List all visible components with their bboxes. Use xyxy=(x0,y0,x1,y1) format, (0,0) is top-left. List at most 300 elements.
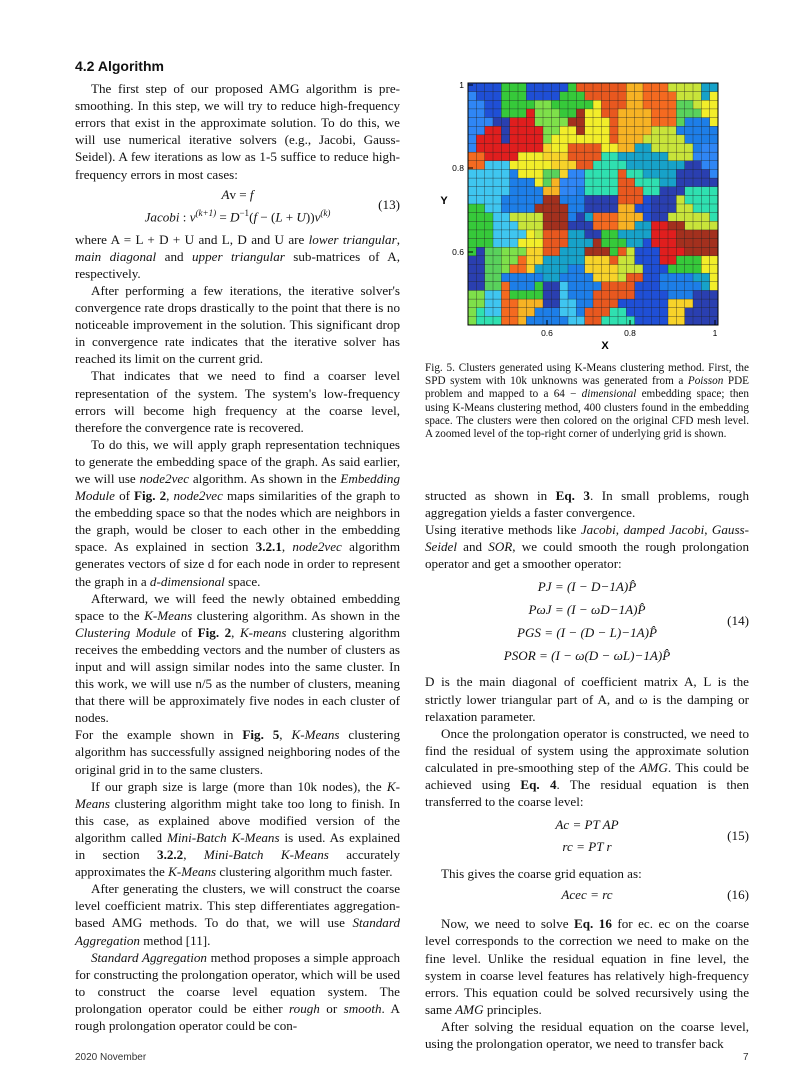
paragraph-standard-aggregation: Standard Aggregation method proposes a simple approach for constructing the prolongation operator, which will be used to construct the coarse level equation system. The prolongation operator could be either rough or smooth. A rough prolongation operator could be con- xyxy=(75,949,400,1033)
cluster-cell xyxy=(468,239,477,248)
cluster-cell xyxy=(510,299,519,308)
cluster-cell xyxy=(710,100,719,109)
paragraph-residual: Once the prolongation operator is constructed, we need to find the residual of system using the approximate solution calculated in pre-smoothing step of the AMG. This could be achieved using Eq. 4. The residual equation is then transferred to the coarse level: xyxy=(425,725,750,810)
cluster-cell xyxy=(510,187,519,196)
cluster-cell xyxy=(518,92,527,101)
cluster-cell xyxy=(576,109,585,118)
cluster-cell xyxy=(610,144,619,153)
cluster-cell xyxy=(626,144,635,153)
cluster-cell xyxy=(551,221,560,230)
cluster-cell xyxy=(685,316,694,325)
cluster-cell xyxy=(701,213,710,222)
y-tick-label: 0.8 xyxy=(452,163,464,173)
cluster-cell xyxy=(543,92,552,101)
cluster-cell xyxy=(618,187,627,196)
cluster-cell xyxy=(668,316,677,325)
cluster-cell xyxy=(701,135,710,144)
cluster-cell xyxy=(701,316,710,325)
cluster-cell xyxy=(510,126,519,135)
cluster-cell xyxy=(676,161,685,170)
cluster-cell xyxy=(626,135,635,144)
cluster-cell xyxy=(676,204,685,213)
cluster-cell xyxy=(543,265,552,274)
cluster-cell xyxy=(560,256,569,265)
cluster-cell xyxy=(543,169,552,178)
cluster-cell xyxy=(535,178,544,187)
cluster-cell xyxy=(651,126,660,135)
cluster-cell xyxy=(576,213,585,222)
cluster-cell xyxy=(576,161,585,170)
cluster-cell xyxy=(701,273,710,282)
cluster-cell xyxy=(618,290,627,299)
cluster-cell xyxy=(485,126,494,135)
cluster-cell xyxy=(643,83,652,92)
cluster-cell xyxy=(526,195,535,204)
cluster-cell xyxy=(585,152,594,161)
cluster-cell xyxy=(593,152,602,161)
cluster-cell xyxy=(643,161,652,170)
cluster-cell xyxy=(560,230,569,239)
cluster-cell xyxy=(601,290,610,299)
cluster-cell xyxy=(501,144,510,153)
cluster-cell xyxy=(618,161,627,170)
cluster-cell xyxy=(660,299,669,308)
cluster-cell xyxy=(593,316,602,325)
cluster-cell xyxy=(593,299,602,308)
cluster-cell xyxy=(501,221,510,230)
cluster-cell xyxy=(543,118,552,127)
cluster-cell xyxy=(601,109,610,118)
equation-13-line-1: Av = f xyxy=(221,186,254,202)
cluster-cell xyxy=(693,169,702,178)
x-tick-label: 0.8 xyxy=(624,328,636,338)
cluster-cell xyxy=(585,230,594,239)
cluster-cell xyxy=(468,135,477,144)
cluster-cell xyxy=(501,213,510,222)
equation-16-line: Acec = rc xyxy=(561,887,613,903)
cluster-cell xyxy=(635,100,644,109)
cluster-cell xyxy=(610,187,619,196)
cluster-cell xyxy=(635,204,644,213)
cluster-cell xyxy=(635,247,644,256)
cluster-cell xyxy=(701,126,710,135)
cluster-cell xyxy=(535,256,544,265)
cluster-cell xyxy=(685,187,694,196)
cluster-cell xyxy=(468,221,477,230)
cluster-cell xyxy=(685,256,694,265)
cluster-cell xyxy=(601,187,610,196)
cluster-cell xyxy=(701,239,710,248)
cluster-cell xyxy=(543,282,552,291)
cluster-cell xyxy=(601,152,610,161)
cluster-cell xyxy=(560,126,569,135)
cluster-cell xyxy=(543,239,552,248)
cluster-cell xyxy=(610,204,619,213)
cluster-cell xyxy=(476,178,485,187)
equation-15-line-1: Ac = PT AP xyxy=(555,817,619,833)
cluster-cell xyxy=(643,169,652,178)
cluster-cell xyxy=(551,100,560,109)
cluster-cell xyxy=(626,239,635,248)
cluster-cell xyxy=(526,83,535,92)
cluster-cell xyxy=(576,256,585,265)
cluster-cell xyxy=(660,221,669,230)
cluster-cell xyxy=(701,161,710,170)
cluster-cell xyxy=(476,290,485,299)
cluster-cell xyxy=(493,92,502,101)
cluster-cell xyxy=(518,109,527,118)
cluster-cell xyxy=(510,308,519,317)
cluster-cell xyxy=(585,316,594,325)
cluster-cell xyxy=(510,152,519,161)
cluster-cell xyxy=(668,247,677,256)
cluster-cell xyxy=(643,308,652,317)
cluster-cell xyxy=(501,109,510,118)
cluster-cell xyxy=(610,169,619,178)
cluster-cell xyxy=(501,290,510,299)
cluster-cell xyxy=(685,135,694,144)
cluster-cell xyxy=(710,187,719,196)
cluster-cell xyxy=(618,195,627,204)
cluster-cell xyxy=(601,178,610,187)
cluster-cell xyxy=(685,213,694,222)
cluster-cell xyxy=(635,92,644,101)
cluster-cell xyxy=(668,273,677,282)
cluster-cell xyxy=(618,152,627,161)
cluster-cell xyxy=(551,126,560,135)
equation-14-line-2: PωJ = (I − ωD−1A)P̂ xyxy=(528,602,646,618)
cluster-cell xyxy=(501,169,510,178)
cluster-cell xyxy=(618,308,627,317)
y-tick-label: 0.6 xyxy=(452,247,464,257)
cluster-cell xyxy=(701,100,710,109)
cluster-cell xyxy=(593,221,602,230)
cluster-cell xyxy=(585,282,594,291)
cluster-cell xyxy=(660,247,669,256)
cluster-cell xyxy=(560,178,569,187)
cluster-cell xyxy=(585,195,594,204)
cluster-cell xyxy=(618,100,627,109)
cluster-cell xyxy=(676,152,685,161)
paragraph-coarse-matrix: After generating the clusters, we will construct the coarse level coefficient matrix. This step differentiates aggregation-based AMG methods. To do that, we will use Standard Aggregation method [11]. xyxy=(75,881,400,948)
cluster-cell xyxy=(643,213,652,222)
cluster-cell xyxy=(585,308,594,317)
cluster-cell xyxy=(585,213,594,222)
cluster-cell xyxy=(585,100,594,109)
cluster-cell xyxy=(568,230,577,239)
cluster-cell xyxy=(560,290,569,299)
cluster-cell xyxy=(518,230,527,239)
cluster-cell xyxy=(701,230,710,239)
cluster-cell xyxy=(701,187,710,196)
paragraph-node2vec: To do this, we will apply graph representation techniques to generate the embedding space of the graph. As said earlier, we will use node2vec algorithm. As shown in the Embedding Module of Fig. 2, node2vec maps similarities of the graph to the embedding space so that the nodes which are neighbors in the graph, would be closer to each other in the embedding space. As explained in section 3.2.1, node2vec algorithm generates vectors of size d for each node in order to represent the graph in a d-dimensional space. xyxy=(75,436,401,589)
cluster-cell xyxy=(626,118,635,127)
cluster-cell xyxy=(476,118,485,127)
cluster-cell xyxy=(518,308,527,317)
equation-14-line-1: PJ = (I − D−1A)P̂ xyxy=(537,579,637,595)
paragraph-rough-aggregation: structed as shown in Eq. 3. In small problems, rough aggregation yields a faster convergence. xyxy=(425,488,750,521)
cluster-cell xyxy=(501,265,510,274)
cluster-cell xyxy=(568,256,577,265)
cluster-cell xyxy=(510,109,519,118)
cluster-cell xyxy=(585,290,594,299)
cluster-cell xyxy=(526,282,535,291)
cluster-cell xyxy=(593,178,602,187)
cluster-cell xyxy=(660,187,669,196)
cluster-cell xyxy=(510,273,519,282)
cluster-cell xyxy=(593,273,602,282)
cluster-cell xyxy=(601,195,610,204)
cluster-cell xyxy=(518,247,527,256)
cluster-cell xyxy=(651,230,660,239)
cluster-cell xyxy=(476,247,485,256)
cluster-cell xyxy=(543,308,552,317)
cluster-cell xyxy=(626,299,635,308)
cluster-cell xyxy=(651,118,660,127)
cluster-cell xyxy=(651,187,660,196)
cluster-cell xyxy=(485,135,494,144)
cluster-cell xyxy=(501,187,510,196)
cluster-cell xyxy=(635,316,644,325)
cluster-cell xyxy=(651,273,660,282)
paragraph-kmeans: Afterward, we will feed the newly obtained embedding space to the K-Means clustering algorithm. As shown in the Clustering Module of Fig. 2, K-means clustering algorithm receives the embedding vectors and the number of clusters as input and will assign similar nodes into the same cluster. In this work, we will use n/5 as the number of clusters, meaning that there will be approximately five nodes in each cluster of nodes. xyxy=(75,590,401,726)
cluster-cell xyxy=(601,299,610,308)
cluster-cell xyxy=(660,282,669,291)
paragraph-fig5-example: For the example shown in Fig. 5, K-Means clustering algorithm has successfully assigned neighboring nodes of the original grid in to the same clusters. xyxy=(75,727,401,777)
equation-13-number: (13) xyxy=(378,196,400,212)
cluster-cell xyxy=(585,187,594,196)
cluster-cell xyxy=(660,161,669,170)
cluster-cell xyxy=(568,247,577,256)
cluster-cell xyxy=(685,161,694,170)
x-tick-label: 1 xyxy=(712,328,718,338)
cluster-cell xyxy=(710,221,719,230)
cluster-cell xyxy=(660,239,669,248)
cluster-cell xyxy=(493,100,502,109)
cluster-cell xyxy=(710,83,719,92)
cluster-cell xyxy=(693,178,702,187)
cluster-cell xyxy=(551,273,560,282)
footer-page-number: 7 xyxy=(743,1052,749,1063)
cluster-cell xyxy=(593,204,602,213)
cluster-cell xyxy=(560,316,569,325)
cluster-cell xyxy=(518,256,527,265)
cluster-cell xyxy=(685,144,694,153)
cluster-cell xyxy=(568,299,577,308)
cluster-cell xyxy=(643,299,652,308)
cluster-cell xyxy=(535,135,544,144)
cluster-cell xyxy=(643,100,652,109)
cluster-cell xyxy=(485,299,494,308)
cluster-cell xyxy=(643,290,652,299)
cluster-cell xyxy=(576,230,585,239)
figure-5 xyxy=(440,75,740,350)
cluster-cell xyxy=(551,239,560,248)
cluster-cell xyxy=(618,126,627,135)
cluster-cell xyxy=(693,239,702,248)
cluster-cell xyxy=(543,299,552,308)
cluster-cell xyxy=(660,100,669,109)
cluster-cell xyxy=(651,195,660,204)
cluster-cell xyxy=(510,178,519,187)
cluster-cell xyxy=(468,273,477,282)
cluster-cell xyxy=(543,247,552,256)
cluster-cell xyxy=(476,230,485,239)
cluster-cell xyxy=(651,308,660,317)
cluster-cell xyxy=(560,83,569,92)
cluster-cell xyxy=(643,109,652,118)
cluster-cell xyxy=(685,308,694,317)
cluster-cell xyxy=(601,204,610,213)
cluster-cell xyxy=(476,299,485,308)
cluster-cell xyxy=(593,126,602,135)
cluster-cell xyxy=(693,144,702,153)
cluster-cell xyxy=(618,265,627,274)
cluster-cell xyxy=(618,316,627,325)
cluster-cell xyxy=(676,290,685,299)
cluster-cell xyxy=(576,239,585,248)
cluster-cell xyxy=(618,178,627,187)
cluster-cell xyxy=(560,247,569,256)
cluster-cell xyxy=(501,308,510,317)
cluster-cell xyxy=(651,161,660,170)
cluster-cell xyxy=(601,239,610,248)
cluster-cell xyxy=(660,178,669,187)
cluster-cell xyxy=(643,135,652,144)
cluster-cell xyxy=(476,83,485,92)
cluster-cell xyxy=(576,195,585,204)
cluster-cell xyxy=(701,204,710,213)
cluster-cell xyxy=(693,316,702,325)
cluster-cell xyxy=(685,126,694,135)
cluster-cell xyxy=(676,187,685,196)
cluster-cell xyxy=(485,118,494,127)
y-tick-label: 1 xyxy=(459,80,464,90)
cluster-cell xyxy=(560,144,569,153)
cluster-cell xyxy=(685,100,694,109)
cluster-cell xyxy=(643,273,652,282)
cluster-cell xyxy=(501,239,510,248)
cluster-cell xyxy=(635,299,644,308)
cluster-cell xyxy=(485,316,494,325)
cluster-cell xyxy=(651,83,660,92)
cluster-cell xyxy=(576,187,585,196)
cluster-cell xyxy=(543,221,552,230)
cluster-cell xyxy=(651,221,660,230)
cluster-cell xyxy=(593,169,602,178)
cluster-cell xyxy=(618,92,627,101)
cluster-cell xyxy=(526,273,535,282)
cluster-cell xyxy=(526,204,535,213)
cluster-cell xyxy=(693,83,702,92)
cluster-cell xyxy=(535,273,544,282)
cluster-cell xyxy=(576,265,585,274)
cluster-cell xyxy=(685,239,694,248)
cluster-cell xyxy=(676,169,685,178)
cluster-cell xyxy=(485,308,494,317)
cluster-cell xyxy=(568,316,577,325)
cluster-cell xyxy=(568,109,577,118)
cluster-cell xyxy=(518,118,527,127)
cluster-cell xyxy=(568,221,577,230)
cluster-cell xyxy=(493,126,502,135)
cluster-cell xyxy=(676,144,685,153)
cluster-cell xyxy=(693,187,702,196)
cluster-cell xyxy=(668,100,677,109)
cluster-cell xyxy=(626,204,635,213)
cluster-cell xyxy=(501,152,510,161)
cluster-cell xyxy=(501,299,510,308)
equation-15-number: (15) xyxy=(727,828,749,844)
cluster-cell xyxy=(610,230,619,239)
cluster-cell xyxy=(493,204,502,213)
cluster-cell xyxy=(543,187,552,196)
cluster-cell xyxy=(643,239,652,248)
cluster-cell xyxy=(626,273,635,282)
cluster-cell xyxy=(551,256,560,265)
cluster-cell xyxy=(568,290,577,299)
cluster-cell xyxy=(660,230,669,239)
cluster-cell xyxy=(701,169,710,178)
cluster-cell xyxy=(526,265,535,274)
cluster-cell xyxy=(626,290,635,299)
cluster-cell xyxy=(701,265,710,274)
cluster-cell xyxy=(585,144,594,153)
cluster-cell xyxy=(585,92,594,101)
y-axis-label: Y xyxy=(440,195,448,207)
cluster-cell xyxy=(610,152,619,161)
cluster-cell xyxy=(551,161,560,170)
cluster-cell xyxy=(701,178,710,187)
cluster-cell xyxy=(510,239,519,248)
cluster-cell xyxy=(543,109,552,118)
cluster-cell xyxy=(535,247,544,256)
cluster-cell xyxy=(610,195,619,204)
cluster-cell xyxy=(660,256,669,265)
cluster-cell xyxy=(618,282,627,291)
cluster-cell xyxy=(476,109,485,118)
cluster-cell xyxy=(610,316,619,325)
cluster-cell xyxy=(626,308,635,317)
cluster-cell xyxy=(593,290,602,299)
cluster-cell xyxy=(485,100,494,109)
cluster-cell xyxy=(535,282,544,291)
cluster-cell xyxy=(693,126,702,135)
cluster-cell xyxy=(501,100,510,109)
cluster-cell xyxy=(493,118,502,127)
cluster-cell xyxy=(676,273,685,282)
cluster-cell xyxy=(710,92,719,101)
cluster-cell xyxy=(585,256,594,265)
cluster-cell xyxy=(626,169,635,178)
cluster-cell xyxy=(635,126,644,135)
cluster-cell xyxy=(610,126,619,135)
cluster-cell xyxy=(660,126,669,135)
cluster-cell xyxy=(693,256,702,265)
cluster-cell xyxy=(618,118,627,127)
cluster-cell xyxy=(568,152,577,161)
cluster-cell xyxy=(635,169,644,178)
cluster-cell xyxy=(585,221,594,230)
cluster-cell xyxy=(543,83,552,92)
cluster-cell xyxy=(485,109,494,118)
cluster-cell xyxy=(660,265,669,274)
cluster-cell xyxy=(560,92,569,101)
cluster-cell xyxy=(493,83,502,92)
cluster-cell xyxy=(660,213,669,222)
cluster-cell xyxy=(710,230,719,239)
cluster-cell xyxy=(568,169,577,178)
